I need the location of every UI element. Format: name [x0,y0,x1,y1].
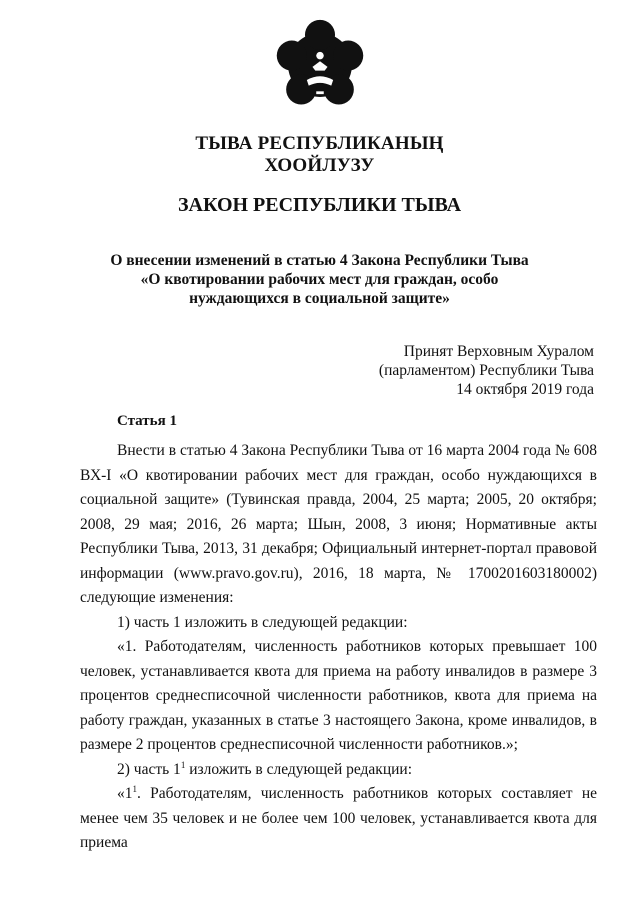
article-body [80,439,597,856]
item-2-superscript: 1 [180,759,186,770]
adoption-line2: (парламентом) Республики Тыва [378,362,594,379]
item-2-prefix: 2) часть 1 [117,760,181,778]
item-2-text-suffix: . Работодателям, численность работников которых составляет не менее чем 35 человек и не более чем 100 человек, устанавливается квота для приема [80,785,597,851]
law-subject [0,251,639,308]
item-1-text-paragraph: «1. Работодателям, численность работников которых превышает 100 человек, устанавливается квота для приема на работу инвалидов в размере 3 процентов среднесписочной численности работников, квота для приема на работу граждан, указанных в статье 3 настоящего Закона, кроме инвалидов, в размере 2 процентов среднесписочной численности работников.»; [80,638,597,753]
item-2-paragraph [80,758,597,783]
adoption-note [379,342,594,399]
republic-heading [0,133,639,177]
article-heading: Статья 1 [117,413,177,429]
item-2-text-prefix: «1 [117,785,133,802]
law-title: ЗАКОН РЕСПУБЛИКИ ТЫВА [177,194,462,216]
item-2-text-superscript: 1 [132,784,137,794]
law-subject-line3: нуждающихся в социальной защите» [189,290,450,307]
republic-heading-line2: ХООЙЛУЗУ [264,155,375,176]
article-intro-paragraph: Внести в статью 4 Закона Республики Тыва от 16 марта 2004 года № 608 ВХ-I «О квотировании рабочих мест для граждан, особо нуждающихся в социальной защите» (Тувинская правда, 2004, 25 марта; 2005, 20 октября; 2008, 29 мая; 2016, 26 марта; Шын, 2008, 3 июня; Нормативные акты Республики Тыва, 2013, 31 декабря; Официальный интернет-портал правовой информации (www.pravo.gov.ru), 2016, 18 марта, № 1700201603180002) следующие изменения: [80,442,597,606]
item-2-text-paragraph [80,782,597,856]
coat-of-arms-icon [273,18,367,112]
republic-heading-line1: ТЫВА РЕСПУБЛИКАНЫҢ [195,133,444,154]
item-1-paragraph: 1) часть 1 изложить в следующей редакции: [117,613,408,631]
law-subject-line1: О внесении изменений в статью 4 Закона Республики Тыва [110,252,529,269]
adoption-date: 14 октября 2019 года [456,381,594,398]
adoption-line1: Принят Верховным Хуралом [403,343,594,360]
law-subject-line2: «О квотировании рабочих мест для граждан, особо [140,271,499,288]
item-2-suffix: изложить в следующей редакции: [185,760,413,778]
